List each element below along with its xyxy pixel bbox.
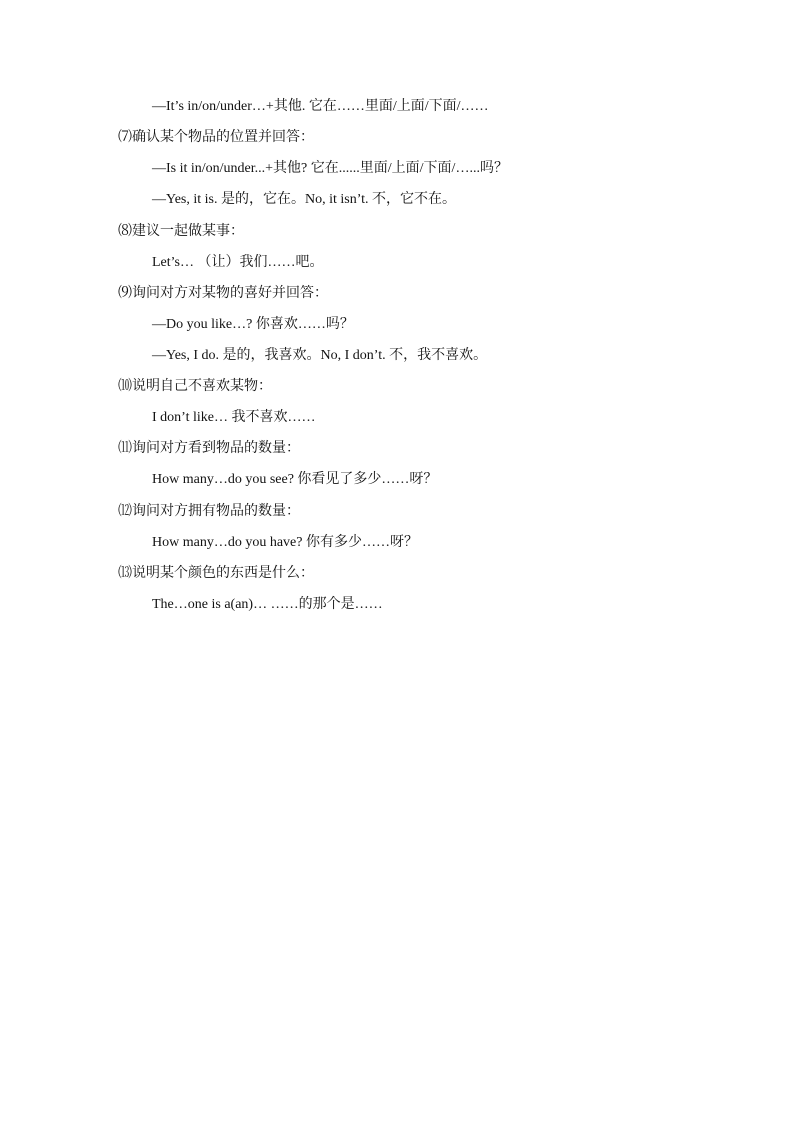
text-line-15: How many…do you have? 你有多少……呀？ (152, 535, 418, 550)
text-line-6: Let’s… （让）我们……吧。 (152, 255, 324, 270)
section-heading-13: ⒀说明某个颜色的东西是什么： (118, 566, 314, 581)
text-line-8: —Do you like…? 你喜欢……吗？ (152, 317, 354, 332)
section-heading-12: ⑿询问对方拥有物品的数量： (118, 504, 300, 519)
text-line-13: How many…do you see? 你看见了多少……呀？ (152, 472, 438, 487)
section-heading-10: ⑽说明自己不喜欢某物： (118, 379, 272, 394)
text-line-17: The…one is a(an)… ……的那个是…… (152, 597, 383, 612)
text-line-1: —It’s in/on/under…+其他. 它在……里面/上面/下面/…… (152, 99, 489, 114)
section-heading-7: ⑺确认某个物品的位置并回答： (118, 130, 314, 145)
text-line-9: —Yes, I do. 是的，我喜欢。No, I don’t. 不，我不喜欢。 (152, 348, 488, 363)
text-line-11: I don’t like… 我不喜欢…… (152, 410, 316, 425)
text-line-3: —Is it in/on/under...+其他? 它在......里面/上面/下面/…...吗？ (152, 161, 508, 176)
section-heading-9: ⑼询问对方对某物的喜好并回答： (118, 286, 328, 301)
section-heading-8: ⑻建议一起做某事： (118, 224, 244, 239)
section-heading-11: ⑾询问对方看到物品的数量： (118, 441, 300, 456)
text-line-4: —Yes, it is. 是的，它在。No, it isn’t. 不，它不在。 (152, 192, 457, 207)
